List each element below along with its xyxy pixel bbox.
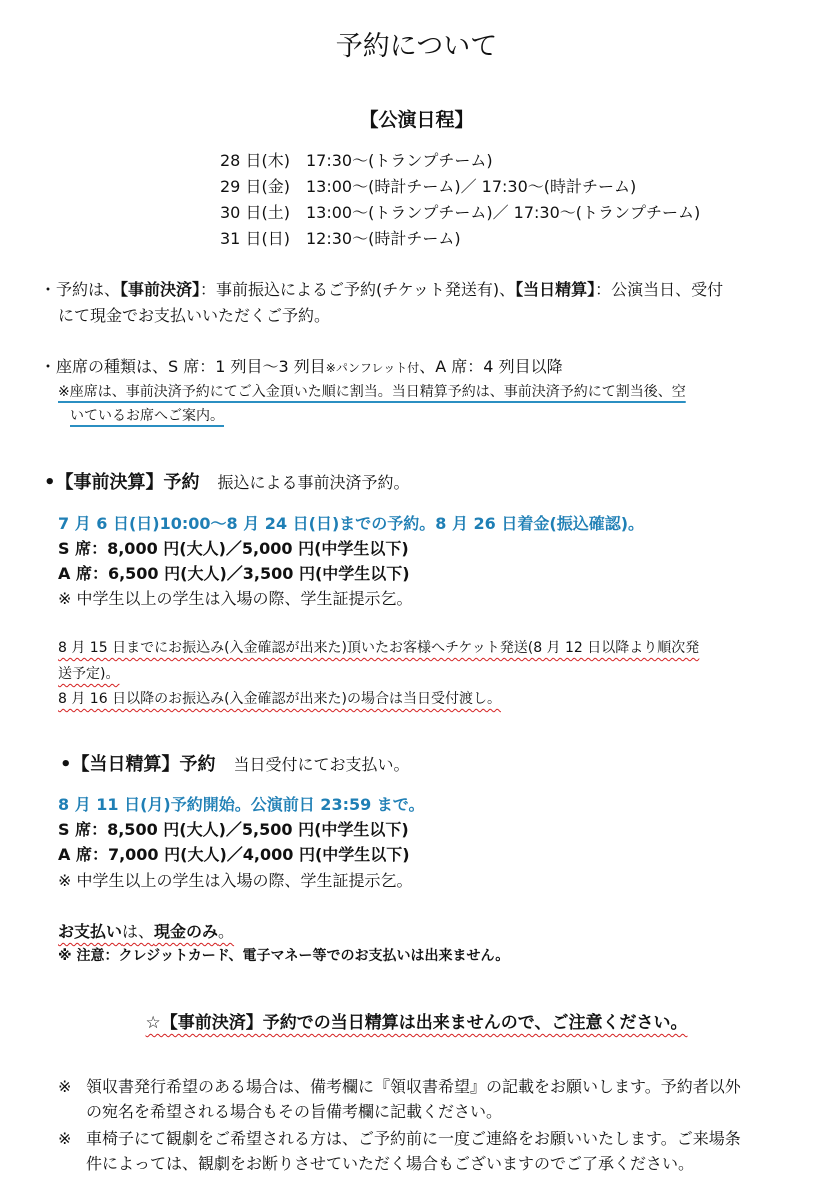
payment-mid: は、 xyxy=(122,922,155,941)
receipt-note-line1: 領収書発行希望のある場合は、備考欄に『領収書希望』の記載をお願いします。予約者以外 xyxy=(86,1077,741,1096)
seat-allocation-note xyxy=(58,382,686,402)
bullet-icon: • xyxy=(44,472,56,493)
schedule-date: 31 日(日) xyxy=(220,229,290,248)
schedule-row xyxy=(220,175,636,199)
prepay-desc: ：事前振込によるご予約(チケット発送有)、 xyxy=(200,280,516,299)
prepay-period: 7 月 6 日(日)10:00〜8 月 24 日(日)までの予約。8 月 26 日着金(振込確認)。 xyxy=(58,514,645,533)
schedule-date: 28 日(木) xyxy=(220,151,290,170)
seat-types-note xyxy=(40,355,563,380)
schedule-date: 30 日(土) xyxy=(220,203,290,222)
shipping-note xyxy=(58,638,699,658)
shipping-line2: 送予定)。 xyxy=(58,666,120,682)
prepay-label: 【事前決済】 xyxy=(120,280,201,299)
prepay-student-note: ※ 中学生以上の学生は入場の際、学生証提示乞。 xyxy=(58,589,413,608)
sameday-section-heading xyxy=(60,752,410,778)
schedule-row xyxy=(220,201,700,225)
receipt-mark: ※ xyxy=(58,1077,72,1096)
prepay-subtitle: 振込による事前決済予約。 xyxy=(217,473,410,492)
warning-text: ☆【事前決済】予約での当日精算は出来ませんので、ご注意ください。 xyxy=(145,1013,688,1033)
sameday-student-note: ※ 中学生以上の学生は入場の際、学生証提示乞。 xyxy=(58,871,413,890)
sameday-label: 【当日精算】 xyxy=(515,280,596,299)
payment-method xyxy=(58,920,234,944)
bullet-icon: ・ xyxy=(40,280,57,299)
schedule-times: 12:30〜(時計チーム) xyxy=(306,229,461,248)
sameday-subtitle: 当日受付にてお支払い。 xyxy=(233,755,410,774)
reservation-types-note xyxy=(40,278,723,302)
prepay-section-heading xyxy=(44,470,410,496)
payment-line xyxy=(58,922,234,941)
seat-allocation-note-2 xyxy=(70,406,224,426)
reservation-types-note-line2: にて現金でお支払いいただくご予約。 xyxy=(58,306,331,325)
schedule-row xyxy=(220,227,461,251)
schedule-row xyxy=(220,149,493,173)
bullet-icon: • xyxy=(60,754,72,775)
schedule-heading: 【公演日程】 xyxy=(359,109,474,131)
shipping-note-3 xyxy=(58,689,501,709)
wheelchair-note-line2: 件によっては、観劇をお断りさせていただく場合もございますのでご了承ください。 xyxy=(86,1154,695,1173)
prepay-heading: 【事前決算】予約 xyxy=(55,472,200,493)
schedule-times: 13:00〜(トランプチーム)／ 17:30〜(トランプチーム) xyxy=(306,203,701,222)
seat-rest-text: 、A 席：4 列目以降 xyxy=(419,357,563,376)
sameday-desc: ：公演当日、受付 xyxy=(595,280,724,299)
seat-main-text: 座席の種類は、S 席：1 列目〜3 列目 xyxy=(56,357,326,376)
warning-notice xyxy=(0,1010,833,1036)
bullet-icon: ・ xyxy=(40,357,57,376)
seat-pamphlet-note: ※パンフレット付 xyxy=(325,361,420,375)
sameday-s-seat-price: S 席：8,500 円(大人)／5,500 円(中学生以下) xyxy=(58,820,409,839)
sameday-a-seat-price: A 席：7,000 円(大人)／4,000 円(中学生以下) xyxy=(58,845,410,864)
wheelchair-note-line1: 車椅子にて観劇をご希望される方は、ご予約前に一度ご連絡をお願いいたします。ご来場条 xyxy=(86,1129,741,1148)
seat-allocation-line2: いているお席へご案内。 xyxy=(70,408,224,424)
prepay-a-seat-price: A 席：6,500 円(大人)／3,500 円(中学生以下) xyxy=(58,564,410,583)
payment-label: お支払い xyxy=(58,922,123,941)
seat-allocation-line1: ※座席は、事前決済予約にてご入金頂いた順に割当。当日精算予約は、事前決済予約にて割当後、空 xyxy=(58,384,686,400)
note-text: 予約は、 xyxy=(56,280,121,299)
schedule-date: 29 日(金) xyxy=(220,177,290,196)
shipping-line1: 8 月 15 日までにお振込み(入金確認が出来た)頂いたお客様へチケット発送(8 月 12 日以降より順次発 xyxy=(58,640,700,656)
payment-end: 。 xyxy=(218,922,235,941)
receipt-note-line2: の宛名を希望される場合もその旨備考欄に記載ください。 xyxy=(86,1102,503,1121)
wheelchair-mark: ※ xyxy=(58,1129,72,1148)
shipping-note-2 xyxy=(58,664,119,684)
prepay-s-seat-price: S 席：8,000 円(大人)／5,000 円(中学生以下) xyxy=(58,539,409,558)
shipping-line3: 8 月 16 日以降のお振込み(入金確認が出来た)の場合は当日受付渡し。 xyxy=(58,691,501,707)
schedule-times: 13:00〜(時計チーム)／ 17:30〜(時計チーム) xyxy=(306,177,637,196)
payment-cash-only: 現金のみ xyxy=(154,922,219,941)
payment-note: ※ 注意：クレジットカード、電子マネー等でのお支払いは出来ません。 xyxy=(58,948,510,964)
page-title: 予約について xyxy=(335,31,498,62)
sameday-heading: 【当日精算】予約 xyxy=(71,754,216,775)
sameday-period: 8 月 11 日(月)予約開始。公演前日 23:59 まで。 xyxy=(58,795,425,814)
schedule-times: 17:30〜(トランプチーム) xyxy=(306,151,493,170)
